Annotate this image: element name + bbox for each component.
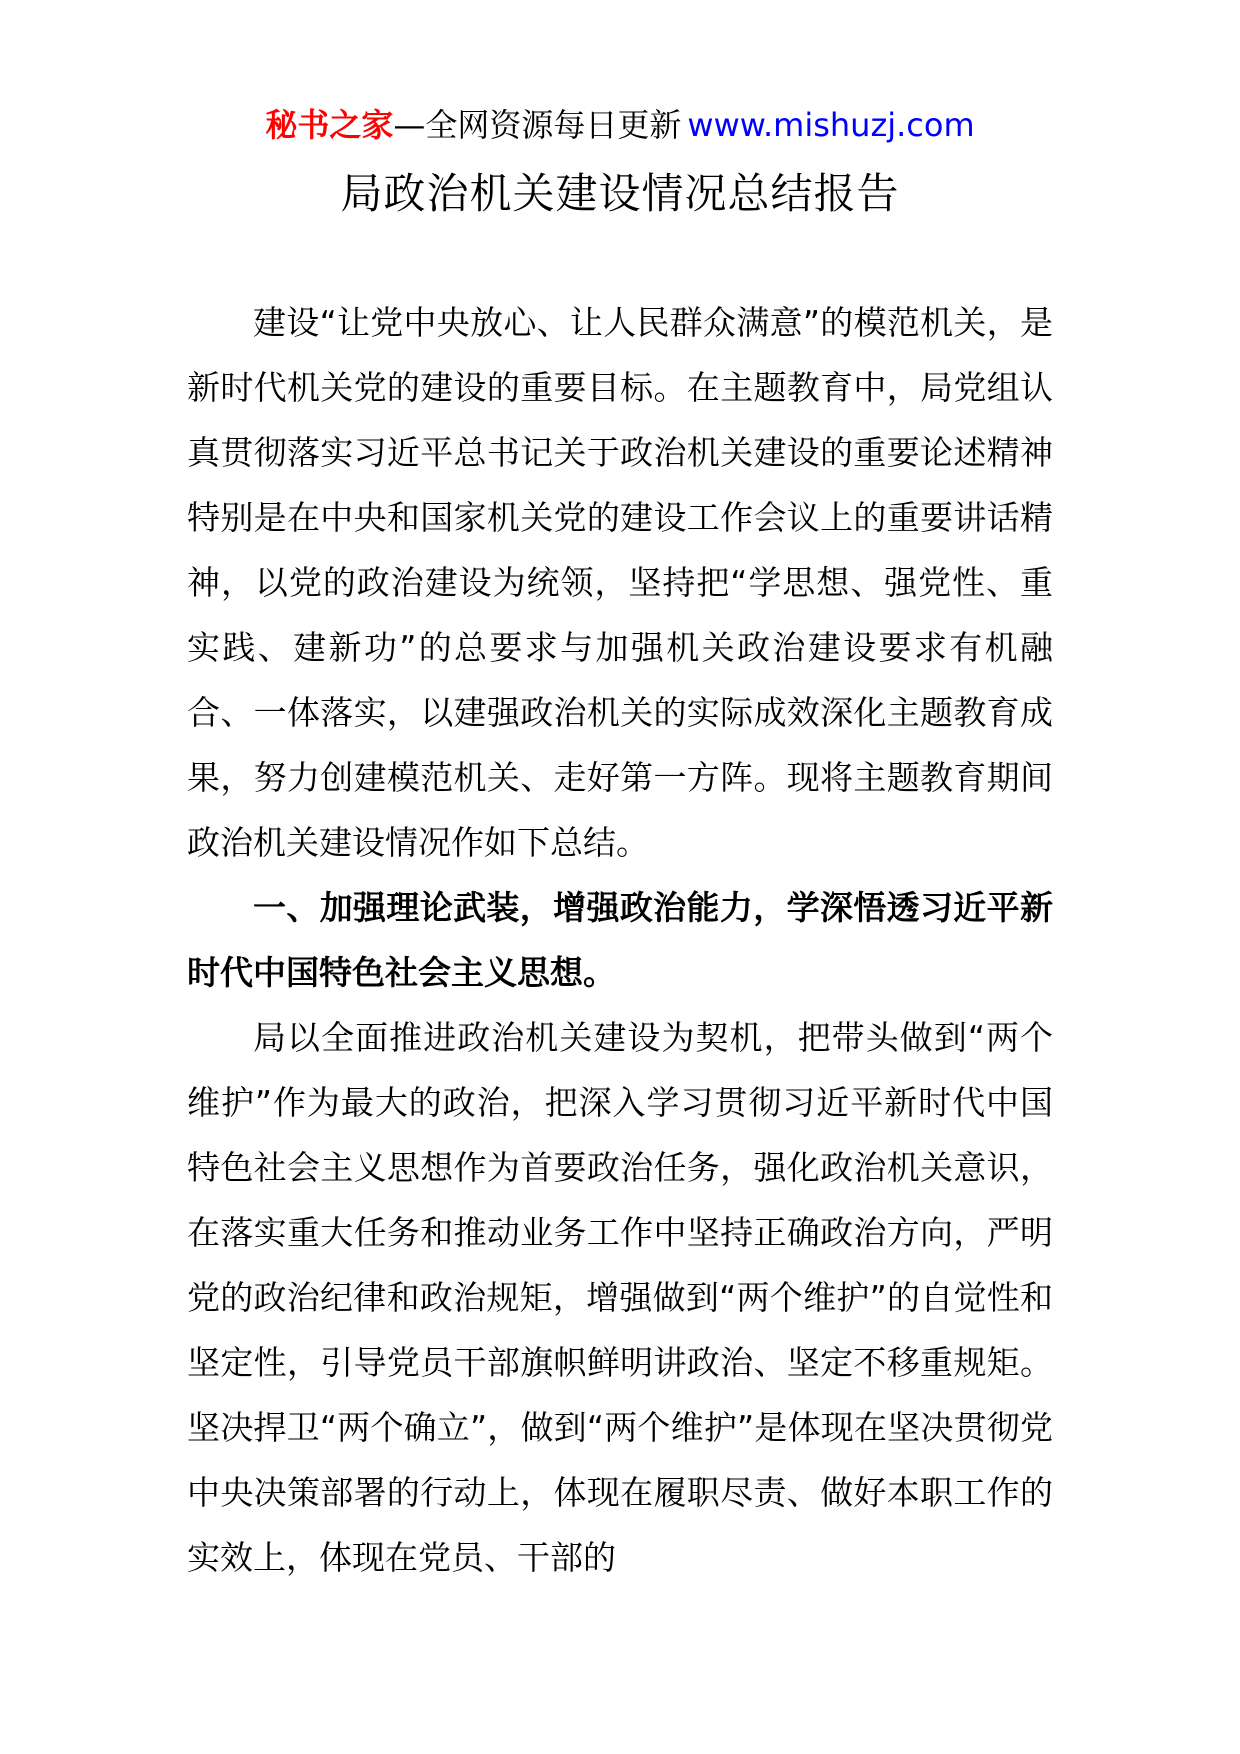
paragraph-section-1: 局以全面推进政治机关建设为契机，把带头做到“两个维护”作为最大的政治，把深入学习贯彻习近平新时代中国特色社会主义思想作为首要政治任务，强化政治机关意识，在落实重大任务和推动业务工作中坚持正确政治方向，严明党的政治纪律和政治规矩，增强做到“两个维护”的自觉性和坚定性，引导党员干部旗帜鲜明讲政治、坚定不移重规矩。坚决捍卫“两个确立”，做到“两个维护”是体现在坚决贯彻党中央决策部署的行动上，体现在履职尽责、做好本职工作的实效上，体现在党员、干部的: [187, 1018, 1053, 1577]
paragraph-intro: 建设“让党中央放心、让人民群众满意”的模范机关，是新时代机关党的建设的重要目标。在主题教育中，局党组认真贯彻落实习近平总书记关于政治机关建设的重要论述精神特别是在中央和国家机关党的建设工作会议上的重要讲话精神，以党的政治建设为统领，坚持把“学思想、强党性、重实践、建新功”的总要求与加强机关政治建设要求有机融合、一体落实，以建强政治机关的实际成效深化主题教育成果，努力创建模范机关、走好第一方阵。现将主题教育期间政治机关建设情况作如下总结。: [187, 303, 1053, 862]
site-tagline: —全网资源每日更新: [393, 106, 682, 144]
site-brand: 秘书之家: [265, 106, 394, 144]
document-title: 局政治机关建设情况总结报告: [340, 169, 900, 218]
site-url-link[interactable]: www.mishuzj.com: [687, 106, 975, 144]
document-body: [187, 290, 1053, 1590]
section-heading-1: 一、加强理论武装，增强政治能力，学深悟透习近平新时代中国特色社会主义思想。: [187, 888, 1053, 992]
site-header: [0, 101, 1240, 149]
